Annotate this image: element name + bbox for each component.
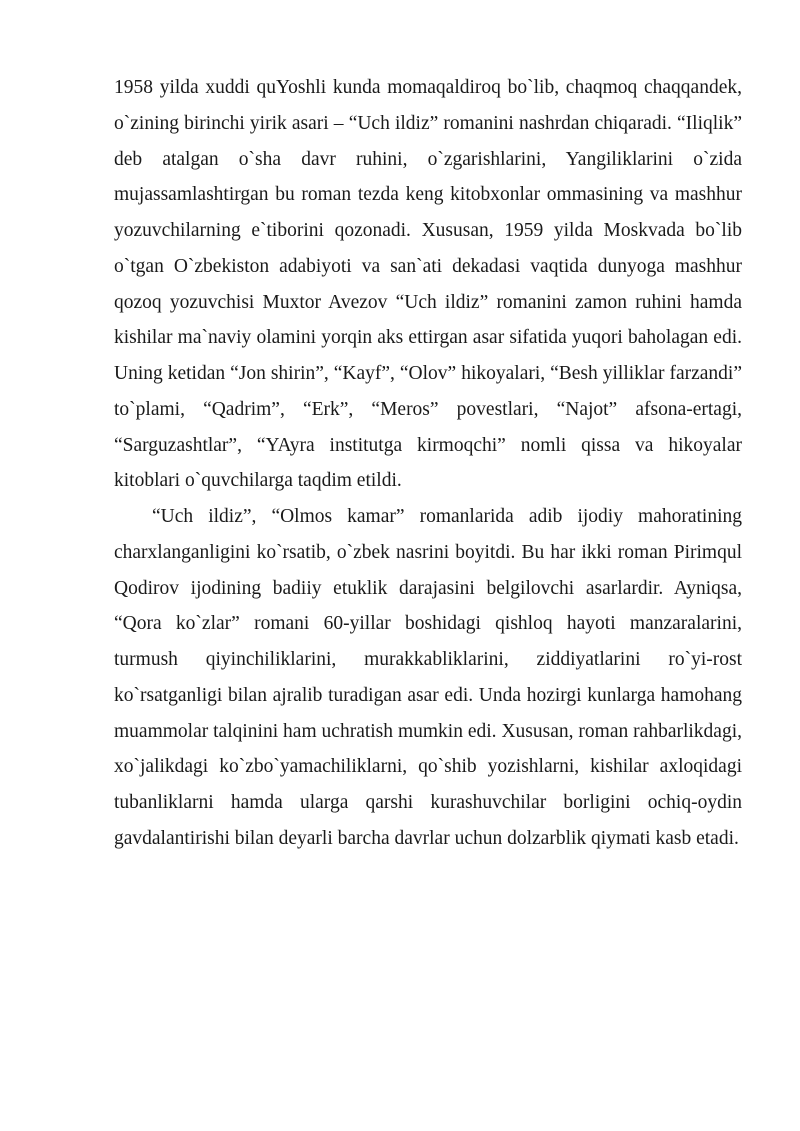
- document-page: [114, 70, 742, 857]
- paragraph-2: “Uch ildiz”, “Olmos kamar” romanlarida adib ijodiy mahoratining charxlanganligini ko`rsatib, o`zbek nasrini boyitdi. Bu har ikki roman Pirimqul Qodirov ijodining badiiy etuklik darajasini belgilovchi asarlardir. Ayniqsa, “Qora ko`zlar” romani 60-yillar boshidagi qishloq hayoti manzaralarini, turmush qiyinchiliklarini, murakkabliklarini, ziddiyatlarini ro`yi-rost ko`rsatganligi bilan ajralib turadigan asar edi. Unda hozirgi kunlarga hamohang muammolar talqinini ham uchratish mumkin edi. Xususan, roman rahbarlikdagi, xo`jalikdagi ko`zbo`yamachiliklarni, qo`shib yozishlarni, kishilar axloqidagi tubanliklarni hamda ularga qarshi kurashuvchilar borligini ochiq-oydin gavdalantirishi bilan deyarli barcha davrlar uchun dolzarblik qiymati kasb etadi.: [114, 506, 742, 849]
- paragraph-1: 1958 yilda xuddi quYoshli kunda momaqaldiroq bo`lib, chaqmoq chaqqandek, o`zining birinchi yirik asari – “Uch ildiz” romanini nashrdan chiqaradi. “Iliqlik” deb atalgan o`sha davr ruhini, o`zgarishlarini, Yangiliklarini o`zida mujassamlashtirgan bu roman tezda keng kitobxonlar ommasining va mashhur yozuvchilarning e`tiborini qozonadi. Xususan, 1959 yilda Moskvada bo`lib o`tgan O`zbekiston adabiyoti va san`ati dekadasi vaqtida dunyoga mashhur qozoq yozuvchisi Muxtor Avezov “Uch ildiz” romanini zamon ruhini hamda kishilar ma`naviy olamini yorqin aks ettirgan asar sifatida yuqori baholagan edi. Uning ketidan “Jon shirin”, “Kayf”, “Olov” hikoyalari, “Besh yilliklar farzandi” to`plami, “Qadrim”, “Erk”, “Meros” povestlari, “Najot” afsona-ertagi, “Sarguzashtlar”, “YAyra institutga kirmoqchi” nomli qissa va hikoyalar kitoblari o`quvchilarga taqdim etildi.: [114, 77, 742, 492]
